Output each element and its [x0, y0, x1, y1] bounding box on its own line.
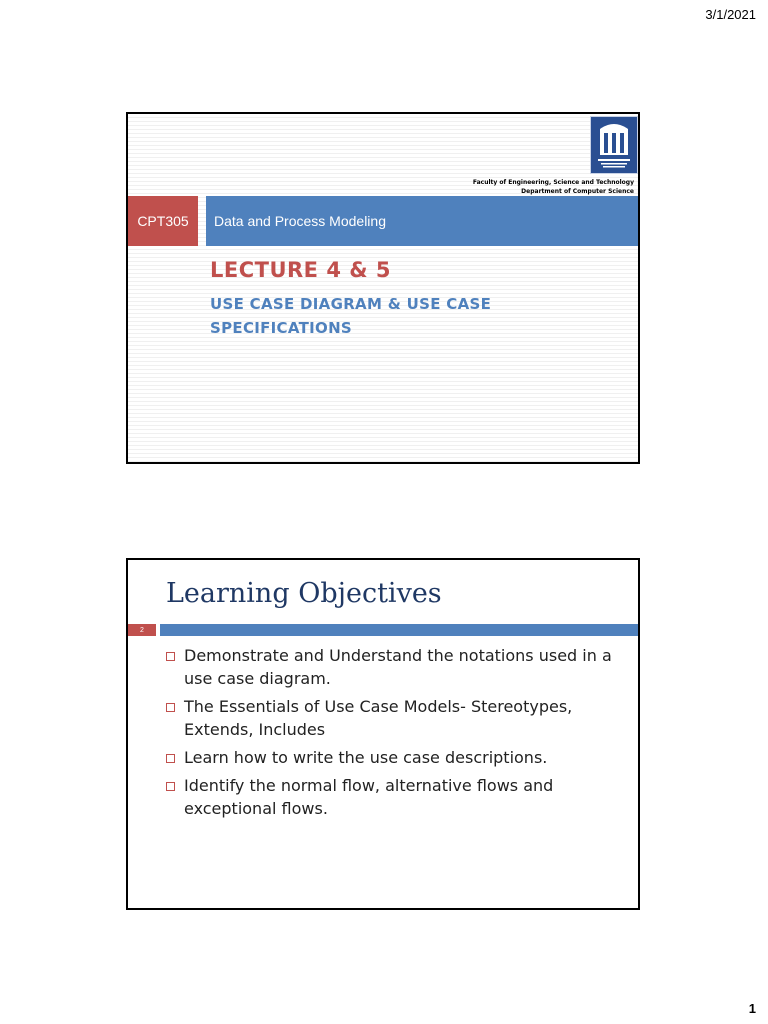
page-number: 1 — [748, 1001, 756, 1016]
print-date: 3/1/2021 — [705, 7, 756, 22]
slide-title — [126, 112, 640, 464]
header-bar — [160, 624, 640, 636]
faculty-caption — [473, 178, 634, 196]
square-bullet-icon — [166, 652, 175, 661]
lecture-title: LECTURE 4 & 5 — [210, 258, 392, 282]
objectives-list — [166, 644, 616, 825]
department-name: Department of Computer Science — [521, 188, 634, 195]
objective-text: Identify the normal flow, alternative flows and exceptional flows. — [184, 776, 554, 818]
course-name-bar: Data and Process Modeling — [206, 196, 640, 246]
square-bullet-icon — [166, 754, 175, 763]
list-item — [166, 695, 616, 741]
square-bullet-icon — [166, 703, 175, 712]
slide-heading: Learning Objectives — [166, 578, 442, 609]
list-item — [166, 746, 616, 769]
square-bullet-icon — [166, 782, 175, 791]
slide-learning-objectives — [126, 558, 640, 910]
list-item — [166, 774, 616, 820]
university-crest-icon — [590, 116, 638, 174]
objective-text: Demonstrate and Understand the notations used in a use case diagram. — [184, 646, 612, 688]
lecture-subtitle: USE CASE DIAGRAM & USE CASE SPECIFICATIONS — [210, 295, 492, 337]
objective-text: The Essentials of Use Case Models- Stereotypes, Extends, Includes — [184, 697, 573, 739]
list-item — [166, 644, 616, 690]
course-code-box: CPT305 — [128, 196, 198, 246]
slide-number: 2 — [128, 624, 156, 636]
faculty-name: Faculty of Engineering, Science and Technology — [472, 179, 634, 186]
objective-text: Learn how to write the use case descriptions. — [184, 748, 548, 767]
